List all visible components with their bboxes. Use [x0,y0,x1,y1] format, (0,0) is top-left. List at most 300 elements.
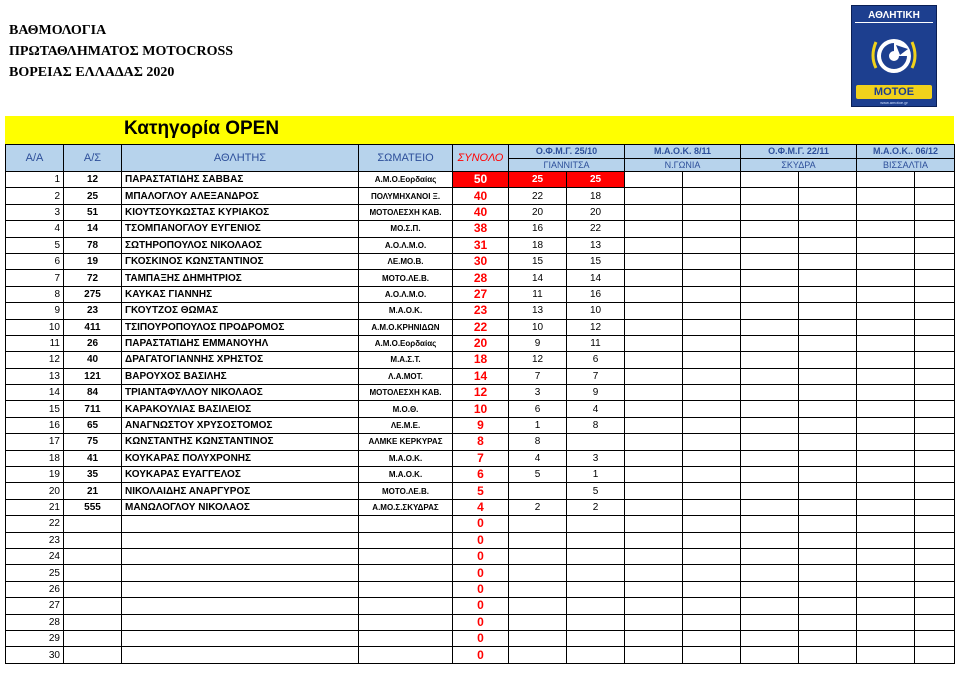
table-row [6,335,955,351]
row-club: Μ.Α.Σ.Τ. [359,352,453,368]
row-club: Α.Μ.Ο.ΚΡΗΝΙΔΩΝ [359,319,453,335]
row-race7-points [857,647,915,663]
row-club [359,532,453,548]
row-athlete-name: ΚΙΟΥΤΣΟΥΚΩΣΤΑΣ ΚΥΡΙΑΚΟΣ [122,204,359,220]
row-race5-points [741,221,799,237]
row-race8-points [915,434,955,450]
row-race1-points: 13 [509,303,567,319]
row-bib-number: 35 [64,467,122,483]
event-venue: ΒΙΣΣΑΛΤΙΑ [857,159,955,172]
row-bib-number [64,647,122,663]
row-race2-points: 7 [567,368,625,384]
row-race8-points [915,270,955,286]
row-race3-points [625,598,683,614]
row-position: 11 [6,335,64,351]
row-race7-points [857,581,915,597]
table-row [6,368,955,384]
row-race1-points [509,614,567,630]
row-race1-points: 20 [509,204,567,220]
row-race1-points: 1 [509,417,567,433]
row-total: 40 [453,188,509,204]
row-race5-points [741,647,799,663]
row-race3-points [625,253,683,269]
row-athlete-name: ΚΟΥΚΑΡΑΣ ΕΥΑΓΓΕΛΟΣ [122,467,359,483]
row-bib-number [64,614,122,630]
row-total: 12 [453,385,509,401]
table-row [6,548,955,564]
row-race7-points [857,253,915,269]
row-position: 26 [6,581,64,597]
row-total: 0 [453,647,509,663]
row-race1-points: 5 [509,467,567,483]
row-bib-number: 12 [64,172,122,188]
row-position: 1 [6,172,64,188]
row-athlete-name [122,516,359,532]
row-race1-points [509,548,567,564]
row-athlete-name [122,565,359,581]
row-position: 3 [6,204,64,220]
row-bib-number [64,630,122,646]
title-line-1: ΒΑΘΜΟΛΟΓΙΑ [9,23,107,38]
row-position: 13 [6,368,64,384]
row-total: 22 [453,319,509,335]
table-row [6,581,955,597]
row-race2-points: 22 [567,221,625,237]
row-race8-points [915,368,955,384]
row-race7-points [857,516,915,532]
row-race5-points [741,352,799,368]
row-total: 0 [453,516,509,532]
row-total: 40 [453,204,509,220]
row-race1-points: 12 [509,352,567,368]
row-race2-points: 9 [567,385,625,401]
col-header-club: ΣΩΜΑΤΕΙΟ [359,145,453,172]
row-race2-points: 10 [567,303,625,319]
row-athlete-name: ΤΑΜΠΑΞΗΣ ΔΗΜΗΤΡΙΟΣ [122,270,359,286]
row-race1-points: 10 [509,319,567,335]
table-row [6,286,955,302]
row-race7-points [857,630,915,646]
row-race4-points [683,253,741,269]
row-race4-points [683,483,741,499]
row-position: 17 [6,434,64,450]
row-race8-points [915,319,955,335]
row-bib-number: 78 [64,237,122,253]
row-bib-number: 40 [64,352,122,368]
table-row [6,647,955,663]
row-total: 0 [453,565,509,581]
row-race2-points: 2 [567,499,625,515]
event-venue: ΓΙΑΝΝΙΤΣΑ [509,159,625,172]
row-race5-points [741,335,799,351]
row-race7-points [857,172,915,188]
row-race3-points [625,581,683,597]
row-race6-points [799,516,857,532]
row-race7-points [857,417,915,433]
row-total: 31 [453,237,509,253]
row-race4-points [683,221,741,237]
table-row [6,303,955,319]
row-race6-points [799,335,857,351]
row-race4-points [683,450,741,466]
row-race4-points [683,548,741,564]
row-race3-points [625,303,683,319]
row-athlete-name: ΔΡΑΓΑΤΟΓΙΑΝΝΗΣ ΧΡΗΣΤΟΣ [122,352,359,368]
row-race1-points [509,516,567,532]
row-total: 0 [453,581,509,597]
row-position: 18 [6,450,64,466]
row-athlete-name: ΜΠΑΛΟΓΛΟΥ ΑΛΕΞΑΝΔΡΟΣ [122,188,359,204]
row-race5-points [741,172,799,188]
row-race5-points [741,417,799,433]
row-race1-points [509,532,567,548]
row-athlete-name [122,614,359,630]
table-row [6,614,955,630]
row-race2-points [567,630,625,646]
row-athlete-name: ΤΣΟΜΠΑΝΟΓΛΟΥ ΕΥΓΕΝΙΟΣ [122,221,359,237]
table-row [6,401,955,417]
row-race5-points [741,516,799,532]
row-race6-points [799,368,857,384]
row-bib-number: 21 [64,483,122,499]
title-line-3: ΒΟΡΕΙΑΣ ΕΛΛΑΔΑΣ 2020 [9,65,175,80]
row-bib-number: 555 [64,499,122,515]
row-race3-points [625,630,683,646]
row-club: ΑΛΜΚΕ ΚΕΡΚΥΡΑΣ [359,434,453,450]
row-position: 10 [6,319,64,335]
row-race3-points [625,335,683,351]
row-position: 29 [6,630,64,646]
row-bib-number: 711 [64,401,122,417]
logo-emblem-icon [866,28,922,84]
row-athlete-name [122,630,359,646]
table-row [6,516,955,532]
row-position: 28 [6,614,64,630]
row-race3-points [625,401,683,417]
row-bib-number: 275 [64,286,122,302]
standings-table [5,144,955,664]
row-race5-points [741,237,799,253]
row-race6-points [799,303,857,319]
row-race5-points [741,434,799,450]
row-race2-points [567,598,625,614]
row-race1-points: 16 [509,221,567,237]
row-race7-points [857,532,915,548]
table-row [6,467,955,483]
row-race5-points [741,204,799,220]
row-position: 27 [6,598,64,614]
row-bib-number [64,532,122,548]
row-club: Α.Μ.Ο.Εορδαίας [359,172,453,188]
row-race4-points [683,319,741,335]
row-race2-points [567,516,625,532]
row-race8-points [915,548,955,564]
row-club [359,598,453,614]
row-position: 15 [6,401,64,417]
row-bib-number [64,565,122,581]
event-header: Μ.Α.Ο.Κ.. 06/12 [857,145,955,159]
row-total: 10 [453,401,509,417]
row-race4-points [683,581,741,597]
row-club: Μ.Ο.Θ. [359,401,453,417]
row-bib-number: 121 [64,368,122,384]
document-title [9,20,233,83]
row-total: 0 [453,598,509,614]
row-race5-points [741,319,799,335]
row-race1-points: 2 [509,499,567,515]
row-race3-points [625,483,683,499]
row-race6-points [799,630,857,646]
row-race2-points: 5 [567,483,625,499]
row-race8-points [915,581,955,597]
table-row [6,417,955,433]
row-total: 8 [453,434,509,450]
row-race1-points: 22 [509,188,567,204]
title-line-2: ΠΡΩΤΑΘΛΗΜΑΤΟΣ MOTOCROSS [9,44,234,59]
table-row [6,565,955,581]
row-total: 6 [453,467,509,483]
row-race5-points [741,286,799,302]
row-position: 21 [6,499,64,515]
row-race1-points: 18 [509,237,567,253]
row-race8-points [915,467,955,483]
row-race6-points [799,499,857,515]
row-club: Α.Ο.Λ.Μ.Ο. [359,237,453,253]
row-race8-points [915,450,955,466]
row-race2-points [567,434,625,450]
row-race3-points [625,286,683,302]
row-total: 27 [453,286,509,302]
table-row [6,483,955,499]
row-race4-points [683,598,741,614]
row-race3-points [625,204,683,220]
row-club: ΜΟΤΟΛΕΣΧΗ ΚΑΒ. [359,385,453,401]
row-race8-points [915,532,955,548]
row-race7-points [857,598,915,614]
row-race8-points [915,237,955,253]
row-athlete-name: ΤΡΙΑΝΤΑΦΥΛΛΟΥ ΝΙΚΟΛΑΟΣ [122,385,359,401]
row-race7-points [857,237,915,253]
row-race7-points [857,303,915,319]
row-race2-points: 12 [567,319,625,335]
row-race7-points [857,204,915,220]
row-race5-points [741,188,799,204]
row-race4-points [683,335,741,351]
row-race7-points [857,434,915,450]
row-race2-points [567,647,625,663]
row-athlete-name [122,647,359,663]
row-race3-points [625,417,683,433]
row-race3-points [625,565,683,581]
row-athlete-name: ΓΚΟΥΤΖΟΣ ΘΩΜΑΣ [122,303,359,319]
row-race5-points [741,548,799,564]
row-position: 24 [6,548,64,564]
row-race2-points: 6 [567,352,625,368]
row-race5-points [741,253,799,269]
row-race2-points [567,565,625,581]
row-race3-points [625,434,683,450]
row-race3-points [625,532,683,548]
row-race6-points [799,548,857,564]
row-race1-points: 8 [509,434,567,450]
row-race3-points [625,499,683,515]
row-athlete-name [122,598,359,614]
row-race5-points [741,401,799,417]
row-club: ΜΟΤΟ.ΛΕ.Β. [359,483,453,499]
row-race8-points [915,516,955,532]
row-race7-points [857,368,915,384]
row-race8-points [915,172,955,188]
row-race4-points [683,188,741,204]
row-race5-points [741,303,799,319]
row-race2-points [567,532,625,548]
row-race8-points [915,303,955,319]
row-bib-number: 51 [64,204,122,220]
row-total: 30 [453,253,509,269]
row-race5-points [741,598,799,614]
row-race8-points [915,630,955,646]
table-row [6,221,955,237]
row-race4-points [683,614,741,630]
row-race2-points: 4 [567,401,625,417]
row-bib-number: 84 [64,385,122,401]
row-athlete-name: ΚΑΡΑΚΟΥΛΙΑΣ ΒΑΣΙΛΕΙΟΣ [122,401,359,417]
row-club: ΜΟ.Σ.Π. [359,221,453,237]
row-race8-points [915,499,955,515]
row-race1-points: 6 [509,401,567,417]
row-race7-points [857,188,915,204]
row-race2-points [567,581,625,597]
row-position: 20 [6,483,64,499]
row-total: 5 [453,483,509,499]
row-race5-points [741,581,799,597]
row-race7-points [857,352,915,368]
row-bib-number [64,598,122,614]
row-race3-points [625,270,683,286]
row-position: 16 [6,417,64,433]
row-race6-points [799,434,857,450]
col-header-as: Α/Σ [64,145,122,172]
row-club: Μ.Α.Ο.Κ. [359,450,453,466]
row-athlete-name: ΓΚΟΣΚΙΝΟΣ ΚΩΝΣΤΑΝΤΙΝΟΣ [122,253,359,269]
event-header: Ο.Φ.Μ.Γ. 22/11 [741,145,857,159]
row-race3-points [625,614,683,630]
row-race8-points [915,352,955,368]
row-race3-points [625,188,683,204]
row-race2-points: 13 [567,237,625,253]
row-race1-points: 14 [509,270,567,286]
row-race2-points: 8 [567,417,625,433]
row-race6-points [799,417,857,433]
row-race7-points [857,499,915,515]
row-race7-points [857,385,915,401]
row-race4-points [683,401,741,417]
row-race2-points: 18 [567,188,625,204]
row-total: 0 [453,548,509,564]
row-race2-points: 1 [567,467,625,483]
row-race8-points [915,647,955,663]
row-race1-points: 25 [509,172,567,188]
row-club [359,581,453,597]
row-race5-points [741,532,799,548]
row-race4-points [683,434,741,450]
col-header-aa: Α/Α [6,145,64,172]
row-race1-points: 9 [509,335,567,351]
table-row [6,237,955,253]
row-race6-points [799,532,857,548]
row-race7-points [857,286,915,302]
row-bib-number: 19 [64,253,122,269]
row-race2-points: 14 [567,270,625,286]
row-athlete-name [122,581,359,597]
row-position: 4 [6,221,64,237]
row-race6-points [799,188,857,204]
row-athlete-name: ΜΑΝΩΛΟΓΛΟΥ ΝΙΚΟΛΑΟΣ [122,499,359,515]
event-venue: Ν.ΓΩΝΙΑ [625,159,741,172]
row-total: 0 [453,630,509,646]
table-row [6,204,955,220]
table-row [6,253,955,269]
row-athlete-name: ΤΣΙΠΟΥΡΟΠΟΥΛΟΣ ΠΡΟΔΡΟΜΟΣ [122,319,359,335]
logo-top-text: ΑΘΛΗΤΙΚΗ [855,9,933,23]
row-race6-points [799,352,857,368]
row-club: ΛΕ.ΜΟ.Β. [359,253,453,269]
row-athlete-name [122,548,359,564]
row-club: Μ.Α.Ο.Κ. [359,303,453,319]
row-bib-number: 41 [64,450,122,466]
row-athlete-name: ΚΑΥΚΑΣ ΓΙΑΝΝΗΣ [122,286,359,302]
row-race3-points [625,385,683,401]
row-race5-points [741,467,799,483]
row-race7-points [857,614,915,630]
row-race8-points [915,253,955,269]
row-race3-points [625,319,683,335]
row-race8-points [915,221,955,237]
logo-url: www.amotoe.gr [880,100,908,105]
table-row [6,598,955,614]
row-athlete-name [122,532,359,548]
row-total: 18 [453,352,509,368]
row-club: ΜΟΤΟ.ΛΕ.Β. [359,270,453,286]
row-athlete-name: ΠΑΡΑΣΤΑΤΙΔΗΣ ΣΑΒΒΑΣ [122,172,359,188]
row-position: 6 [6,253,64,269]
row-total: 7 [453,450,509,466]
row-race4-points [683,647,741,663]
table-row [6,499,955,515]
row-race6-points [799,270,857,286]
row-total: 0 [453,532,509,548]
category-banner [5,116,954,144]
row-club: ΜΟΤΟΛΕΣΧΗ ΚΑΒ. [359,204,453,220]
row-race3-points [625,467,683,483]
row-race6-points [799,581,857,597]
amotoe-logo [851,5,937,107]
row-race1-points [509,483,567,499]
row-race4-points [683,467,741,483]
event-header: Μ.Α.Ο.Κ. 8/11 [625,145,741,159]
row-total: 4 [453,499,509,515]
table-row [6,450,955,466]
row-race7-points [857,548,915,564]
row-club [359,548,453,564]
row-total: 23 [453,303,509,319]
row-race6-points [799,253,857,269]
row-position: 19 [6,467,64,483]
row-race3-points [625,352,683,368]
row-club: ΛΕ.Μ.Ε. [359,417,453,433]
row-athlete-name: ΝΙΚΟΛΑΙΔΗΣ ΑΝΑΡΓΥΡΟΣ [122,483,359,499]
row-club [359,630,453,646]
